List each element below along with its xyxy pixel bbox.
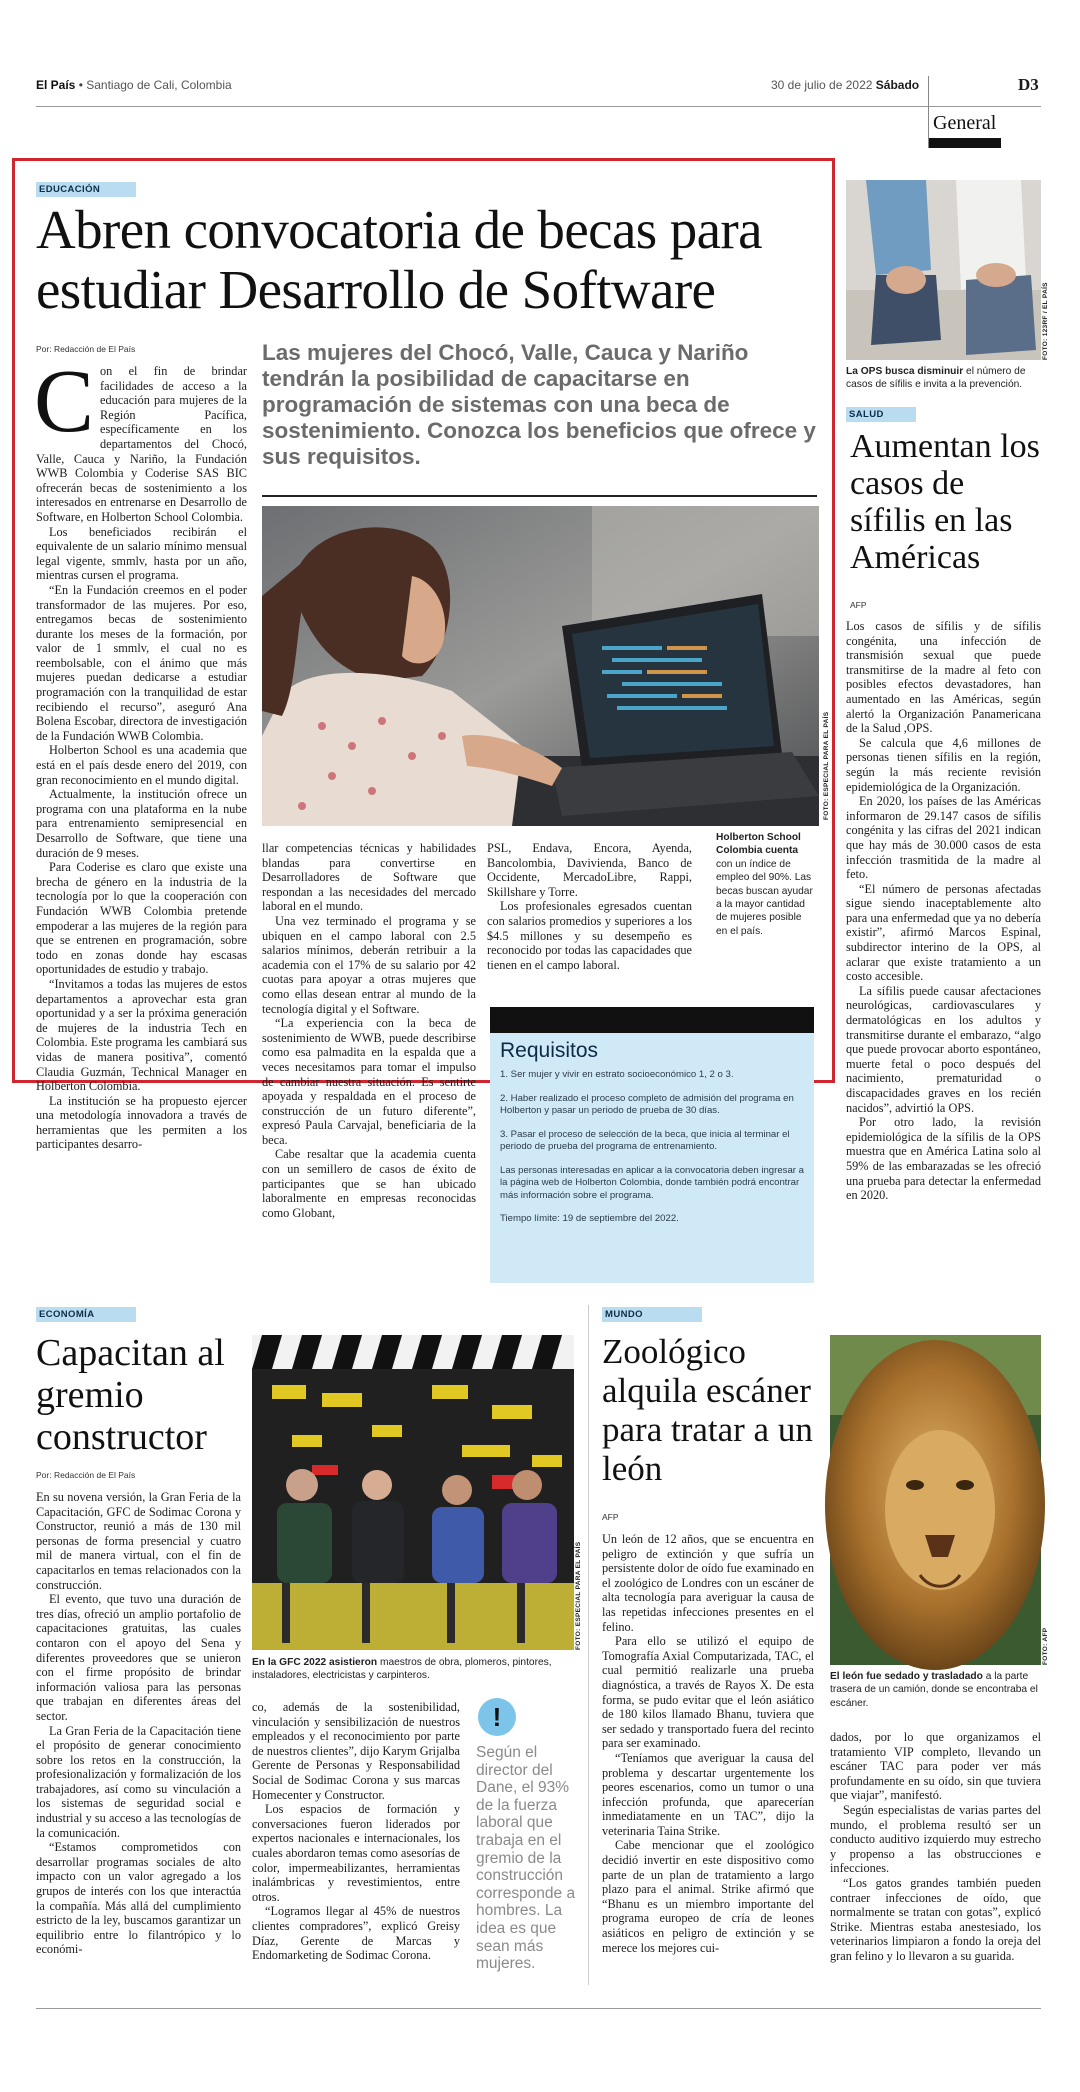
health-body bbox=[846, 619, 1041, 1203]
paragraph: Una vez terminado el programa y se ubiquen en el campo laboral con 2.5 salarios mínimos, deberán retribuir a la academia con el 17% de su salario por 42 cuotas para apoyar a otras mujeres que como ellas desean entrar al mundo de la tecnología digital y el Software. bbox=[262, 913, 476, 1016]
economy-photo-credit: FOTO: ESPECIAL PARA EL PAÍS bbox=[575, 1541, 582, 1650]
main-col1 bbox=[34, 352, 247, 1152]
masthead: El País • Santiago de Cali, Colombia 30 de julio de 2022 Sábado D3 bbox=[36, 75, 1039, 94]
paragraph: Por otro lado, la revisión epidemiológica de la sífilis de la OPS muestra que en América Latina solo al 59% de las embarazadas se les ofreció una prueba para detectar la enfermedad en 2020. bbox=[846, 1115, 1041, 1203]
paragraph: dados, por lo que organizamos el tratamiento VIP completo, llevando un escáner TAC para poder ver más profundamente en su oído, sin que tuviera que viajar”, manifestó. bbox=[830, 1730, 1041, 1803]
paper-location: Santiago de Cali, Colombia bbox=[86, 78, 232, 92]
main-col3 bbox=[487, 841, 692, 991]
health-section-tag: SALUD bbox=[846, 407, 916, 422]
economy-col2 bbox=[252, 1700, 460, 1990]
paragraph: Los beneficiados recibirán el equivalente de un salario mínimo mensual legal vigente, smmlv, hasta por un año, mientras cursen el programa. bbox=[36, 524, 247, 583]
paragraph: on el fin de brindar facilidades de acceso a la educación para mujeres de la Región Pacífica, específicamente en los departamentos del Chocó, Valle, Cauca y Nariño, la Fundación WWB Colombia y Coderise SAS BIC ofrecerán becas de sostenimiento a los interesados en entrenarse en Desarrollo de Software, en Holberton School Colombia. bbox=[36, 364, 247, 524]
economy-callout: Según el director del Dane, el 93% de la fuerza laboral que trabaja en el gremio de la construcción corresponde a hombres. La idea es que sean más mujeres. bbox=[476, 1744, 576, 1973]
paragraph: La institución se ha propuesto ejercer una metodología innovadora a través de herramientas que les permiten a los participantes desarro- bbox=[36, 1093, 247, 1152]
paragraph: Un león de 12 años, que se encuentra en peligro de extinción y que sufría un persistente dolor de oído fue examinado en el zoológico de Londres con un escáner de alta tecnología para averiguar la causa de las repetidas infecciones presentes en el felino. bbox=[602, 1532, 814, 1634]
paragraph: “Logramos llegar al 45% de nuestros clientes compradores”, explicó Greisy Díaz, Gerente de Marcas y Endomarketing de Sodimac Corona. bbox=[252, 1904, 460, 1963]
paragraph: “Invitamos a todas las mujeres de estos departamentos a aprovechar esta gran oportunidad y a ser la próxima generación de mujeres de la industria Tech en Colombia. Este programa les cambiará sus vidas de manera positiva”, comentó Claudia Guzmán, Technical Manager en Holberton Colombia. bbox=[36, 976, 247, 1094]
woman-laptop-illustration bbox=[262, 506, 819, 826]
paper-name: El País bbox=[36, 78, 76, 92]
lion-illustration bbox=[830, 1335, 1041, 1665]
paragraph: llar competencias técnicas y habilidades blandas para convertirse en Desarrolladores de Software que respondan a las necesidades del mercado laboral en el mundo. bbox=[262, 841, 476, 914]
caption-bold: Holberton School Colombia cuenta bbox=[716, 832, 801, 857]
paragraph: Cabe resaltar que la academia cuenta con un semillero de casos de éxito de participantes que se han ubicado laboralmente en empresas reconocidas como Globant, bbox=[262, 1147, 476, 1220]
doctor-patient-illustration bbox=[846, 180, 1041, 360]
paragraph: Se calcula que 4,6 millones de personas tienen sífilis en la región, según la más reciente revisión epidemiológica de la Organización. bbox=[846, 735, 1041, 794]
world-byline: AFP bbox=[602, 1512, 619, 1522]
paragraph: PSL, Endava, Encora, Ayenda, Bancolombia, Davivienda, Banco de Occidente, MercadoLibre, Rappi, Skillshare y Torre. bbox=[487, 841, 692, 899]
requisitos-item: 2. Haber realizado el proceso completo de admisión del programa en Holberton y pasar un periodo de prueba de 30 días. bbox=[500, 1092, 794, 1116]
paragraph: En su novena versión, la Gran Feria de la Capacitación, GFC de Sodimac Corona y Constructor, reunió a más de 130 mil personas de forma presencial y cuatro mil de manera virtual, con el fin de capacitarlos en temas relacionados con la construcción. bbox=[36, 1490, 241, 1592]
drop-cap: C bbox=[34, 352, 95, 451]
caption-text: el número de casos de sífilis e invita a la prevención. bbox=[846, 366, 1026, 391]
paragraph: Para Coderise es claro que existe una brecha de género en la industria de la tecnología por lo que la cooperación con Fundación WWB Colombia pretende empoderar a las mujeres de la región para que se entrenen en programación, sobre todo en zonas donde hay escasas oportunidades de estudio y trabajo. bbox=[36, 860, 247, 977]
paragraph: Cabe mencionar que el zoológico decidió invertir en este dispositivo como parte de un plan de tratamiento a largo plazo para el animal. Strike afirmó que “Bhanu es un miembro importante del programa europeo de cría de leones asiáticos en peligro de extinción y se merece los mejores cui- bbox=[602, 1838, 814, 1955]
paragraph: “Teníamos que averiguar la causa del problema y descartar urgentemente los peores escenarios, como un tumor o una infección profunda, que aparecerían inmediatamente en un TAC”, dijo la veterinaria Taina Strike. bbox=[602, 1750, 814, 1838]
main-caption bbox=[716, 831, 814, 938]
paragraph: Los casos de sífilis y de sífilis congénita, una infección de transmisión sexual que puede transmitirse de la madre al feto con posibles efectos devastadores, han aumentado en las Américas, según alertó la Organización Panamericana de la Salud ,OPS. bbox=[846, 619, 1041, 736]
column-divider bbox=[588, 1305, 589, 1985]
main-photo bbox=[262, 506, 819, 826]
main-section-tag: EDUCACIÓN bbox=[36, 182, 136, 197]
paragraph: Los espacios de formación y conversaciones fueron liderados por expertos nacionales e internacionales, los cuales abordaron temas como asesorías de color, impermeabilizantes, herramientas inalámbricas y revestimientos, entre otros. bbox=[252, 1802, 460, 1904]
world-section-tag: MUNDO bbox=[602, 1307, 702, 1322]
world-col2 bbox=[830, 1730, 1041, 1990]
paragraph: La sífilis puede causar afectaciones neurológicas, cardiovasculares y dermatológicas en los adultos y transmitirse durante el embarazo, “algo que puede provocar aborto espontáneo, muerte fetal o poco después del nacimiento, prematuridad o discapacidades graves en los recién nacidos”, advirtió la OPS. bbox=[846, 983, 1041, 1115]
footer-rule bbox=[36, 2008, 1041, 2009]
requisitos-deadline: Tiempo límite: 19 de septiembre del 2022. bbox=[500, 1213, 679, 1224]
health-byline: AFP bbox=[850, 600, 867, 610]
caption-text: con un índice de empleo del 90%. Las becas buscan ayudar a la mayor cantidad de mujeres posible en el país. bbox=[716, 858, 813, 937]
callout-icon: ! bbox=[478, 1698, 516, 1736]
paragraph: “Los gatos grandes también pueden contraer infecciones de oído, que normalmente se tratan con gotas”, explicó Strike. Mientras estaba anestesiado, los veterinarios limpiaron a fondo la oreja del gran felino y lo llevaron a su guarida. bbox=[830, 1875, 1041, 1963]
health-headline: Aumentan los casos de sífilis en las Américas bbox=[850, 428, 1040, 576]
masthead-rule bbox=[36, 106, 1041, 107]
health-photo bbox=[846, 180, 1041, 360]
page-number: D3 bbox=[1018, 75, 1039, 94]
caption-bold: En la GFC 2022 asistieron bbox=[252, 1657, 378, 1668]
health-caption bbox=[846, 365, 1041, 392]
caption-bold: La OPS busca disminuir bbox=[846, 366, 964, 377]
economy-caption bbox=[252, 1656, 574, 1683]
world-caption bbox=[830, 1670, 1041, 1710]
caption-text: maestros de obra, plomeros, pintores, instaladores, electricistas y carpinteros. bbox=[252, 1657, 552, 1682]
main-headline: Abren convocatoria de becas para estudiar Desarrollo de Software bbox=[36, 199, 762, 320]
requisitos-item: 3. Pasar el proceso de selección de la beca, que inicia al terminar el periodo de prueba del programa de entrenamiento. bbox=[500, 1128, 790, 1152]
main-byline: Por: Redacción de El País bbox=[36, 344, 136, 354]
economy-col1 bbox=[36, 1490, 241, 1990]
paragraph: Los profesionales egresados cuentan con salarios promedios y superiores a los $4.5 millones y su desempeño es reconocido por todas las capacidades que tienen en el campo laboral. bbox=[487, 899, 692, 972]
paragraph: En 2020, los países de las Américas informaron de 29.147 casos de sífilis congénita y las cifras del 2021 indican que hay más de 30.000 casos de esta infección trasmitida de la madre al feto. bbox=[846, 794, 1041, 882]
paragraph: Según especialistas de varias partes del mundo, el problema resultó ser un conducto auditivo izquierdo muy estrecho y propenso a las obstrucciones e infecciones. bbox=[830, 1802, 1041, 1876]
world-photo-credit: FOTO: AFP bbox=[1042, 1627, 1049, 1665]
requisitos-title: Requisitos bbox=[500, 1039, 599, 1062]
issue-date: 30 de julio de 2022 bbox=[771, 78, 873, 92]
main-photo-credit: FOTO: ESPECIAL PARA EL PAÍS bbox=[823, 711, 830, 820]
requisitos-item: 1. Ser mujer y vivir en estrato socioeconómico 1, 2 o 3. bbox=[500, 1069, 734, 1080]
paragraph: El evento, que tuvo una duración de tres días, ofreció un amplio portafolio de capacitaciones gratuitas, las cuales contaron con el apoyo del Sena y diferentes proveedores que se unieron con el firme propósito de brindar información valiosa para las personas que trabajan en diferentes áreas del sector. bbox=[36, 1592, 241, 1723]
section-flag-label: General bbox=[933, 112, 997, 134]
health-photo-credit: FOTO: 123RF / EL PAÍS bbox=[1042, 282, 1049, 360]
main-col2 bbox=[262, 841, 476, 1220]
paragraph: co, además de la sostenibilidad, vinculación y sensibilización de nuestros empleados y el reconocimiento por parte de nuestros clientes”, dijo Karym Grijalba Gerente de Personas y Responsabilidad Social de Sodimac Corona y sus marcas Homecenter y Constructor. bbox=[252, 1700, 460, 1802]
requisitos-content bbox=[490, 1033, 814, 1283]
main-lead: Las mujeres del Chocó, Valle, Cauca y Nariño tendrán la posibilidad de capacitarse en programación de sistemas con una beca de sostenimiento. Conozca los beneficios que ofrece y sus requisitos. bbox=[262, 340, 816, 469]
section-flag bbox=[928, 76, 1000, 148]
paragraph: “Estamos comprometidos con desarrollar programas sociales de alto impacto con un valor agregado a los grupos de interés con los que interactúa la compañía. Más allá del cumplimiento estricto de la ley, buscamos garantizar un equilibrio entre lo filantrópico y lo económi- bbox=[36, 1840, 241, 1957]
paragraph: Actualmente, la institución ofrece un programa con una plataforma en la nube para entrenamiento semipresencial en Desarrollo de Software, que tiene una duración de 9 meses. bbox=[36, 787, 247, 860]
economy-photo bbox=[252, 1335, 574, 1650]
caption-text: a la parte trasera de un camión, donde se encontraba el escáner. bbox=[830, 1671, 1038, 1709]
world-headline: Zoológico alquila escáner para tratar a un león bbox=[602, 1332, 813, 1488]
issue-weekday: Sábado bbox=[875, 78, 920, 92]
caption-bold: El león fue sedado y trasladado bbox=[830, 1671, 983, 1682]
paragraph: “El número de personas afectadas sigue siendo inaceptablemente alto para una enfermedad que ya no debería existir”, afirmó Marcos Espinal, subdirector interino de la OPS, al aclarar que existe tratamiento a un costo accesible. bbox=[846, 881, 1041, 984]
requisitos-item: Las personas interesadas en aplicar a la convocatoria deben ingresar a la página web de Holberton Colombia, donde también podrá encontrar más información sobre el programa. bbox=[500, 1164, 804, 1201]
world-col1 bbox=[602, 1532, 814, 1987]
paragraph: Holberton School es una academia que está en el país desde enero del 2019, con gran reconocimiento en el mundo digital. bbox=[36, 743, 247, 787]
economy-headline: Capacitan al gremio constructor bbox=[36, 1332, 225, 1458]
paragraph: La Gran Feria de la Capacitación tiene el propósito de generar conocimiento sobre los retos en la construcción, la profesionalización y formalización de los trabajadores, así como su vinculación a los sistemas de seguridad social e industrial y su acceso a las tecnologías de la comunicación. bbox=[36, 1723, 241, 1840]
panel-event-illustration bbox=[252, 1335, 574, 1650]
lead-rule bbox=[262, 495, 817, 497]
paragraph: “La experiencia con la beca de sostenimiento de WWB, puede describirse como esa palmadita en la espalda que a veces necesitamos para tomar el impulso de cambiar nuestra situación. Es sentirte apoyada y respaldada en el proceso de construcción de un futuro diferente”, expresó Paula Carvajal, beneficiaria de la beca. bbox=[262, 1016, 476, 1147]
economy-byline: Por: Redacción de El País bbox=[36, 1470, 136, 1480]
paragraph: Para ello se utilizó el equipo de Tomografía Axial Computarizada, TAC, el cual permitió realizarle una prueba diagnóstica, a través de Rayos X. De esta forma, se pudo evitar que el león asiático de 180 kilos llamado Bhanu, tuviera que ser sedado y transportado fuera del recinto para ser examinado. bbox=[602, 1634, 814, 1751]
paragraph: “En la Fundación creemos en el poder transformador de las mujeres. Por eso, entregamos becas de sostenimiento durante los meses de la formación, por valor de 1 smmlv, el cual no es reembolsable, con el ánimo que más mujeres puedan dedicarse a estudiar programación con la tranquilidad de estar recibiendo el recurso”, aseguró Ana Bolena Escobar, directora de investigación de la Fundación WWB Colombia. bbox=[36, 582, 247, 743]
world-photo bbox=[830, 1335, 1041, 1665]
economy-section-tag: ECONOMÍA bbox=[36, 1307, 136, 1322]
